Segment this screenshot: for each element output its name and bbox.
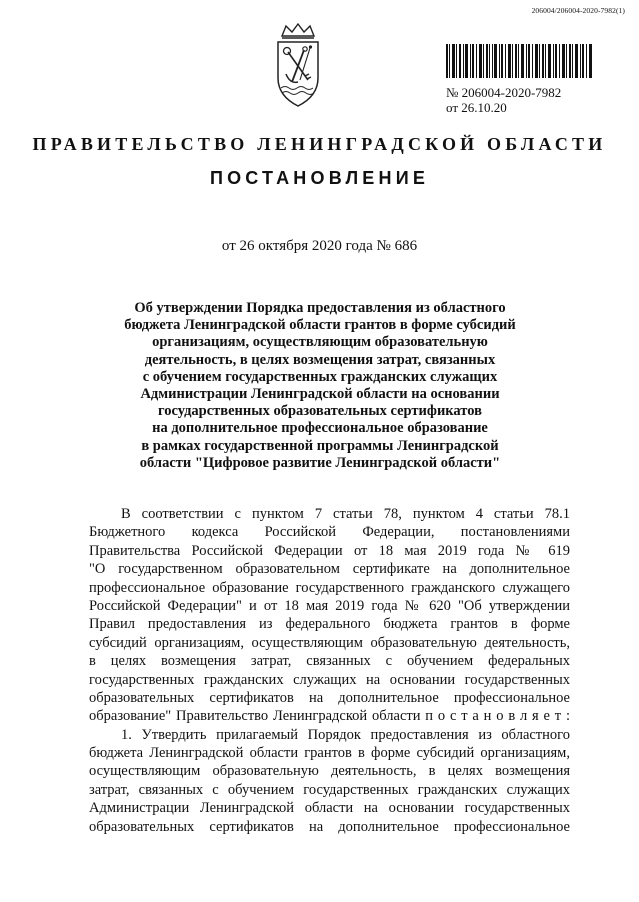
subject-line: Об утверждении Порядка предоставления из областного: [134, 300, 506, 316]
subject-line: бюджета Ленинградской области грантов в форме субсидий: [124, 317, 516, 334]
document-type: ПОСТАНОВЛЕНИЕ: [209, 168, 430, 188]
body-line: Российской Федерации" и от 18 мая 2019 года № 620 "Об утверждении: [89, 597, 570, 614]
subject-line: с обучением государственных гражданских служащих: [142, 368, 498, 385]
body-line: Бюджетного кодекса Российской Федерации, постановлениями: [89, 524, 570, 541]
body-line: государственных гражданских служащих на основании государственных: [89, 671, 570, 688]
body-line: образовательных сертификатов на дополнительное профессиональное: [89, 818, 570, 835]
government-title: ПРАВИТЕЛЬСТВО ЛЕНИНГРАДСКОЙ ОБЛАСТИ: [32, 134, 607, 154]
body-line: образование" Правительство Ленинградской области п о с т а н о в л я е т :: [89, 708, 570, 725]
document-subject: [110, 300, 530, 472]
subject-line: области "Цифровое развитие Ленинградской области": [139, 454, 501, 471]
body-line: Правительства Российской Федерации от 18 мая 2019 года № 619: [89, 542, 570, 559]
coat-of-arms-icon: [272, 22, 324, 110]
registration-block: [446, 44, 606, 115]
body-line: профессиональное образование государственного гражданского служащего: [89, 579, 570, 596]
body-line: Администрации Ленинградской области на основании государственных: [89, 800, 570, 817]
document-reference: 206004/206004-2020-7982(1): [531, 6, 625, 15]
body-line: в целях возмещения затрат, связанных с обучением федеральных: [89, 653, 570, 670]
registration-number: № 206004-2020-7982: [446, 85, 562, 100]
body-line: бюджета Ленинградской области грантов в форме субсидий организациям,: [89, 745, 570, 762]
subject-line: деятельность, в целях возмещения затрат, связанных: [144, 351, 496, 368]
document-date-number: от 26 октября 2020 года № 686: [221, 238, 418, 254]
body-line: Правил предоставления из федерального бюджета грантов в форме: [89, 616, 570, 633]
body-line: 1. Утвердить прилагаемый Порядок предоставления из областного: [121, 726, 570, 743]
subject-line: в рамках государственной программы Ленинградской: [141, 437, 499, 454]
document-body: [89, 505, 570, 836]
body-line: образовательных сертификатов на дополнительное профессиональное: [89, 689, 570, 706]
body-line: осуществляющим образовательную деятельность, в целях возмещения: [89, 763, 570, 780]
body-line: "О государственном образовательном сертификате на дополнительное: [89, 561, 570, 578]
subject-line: организациям, осуществляющим образовательную: [152, 334, 488, 351]
body-line: В соответствии с пунктом 7 статьи 78, пунктом 4 статьи 78.1: [121, 506, 570, 522]
body-line: затрат, связанных с обучением государственных гражданских служащих: [89, 781, 570, 798]
subject-line: на дополнительное профессиональное образование: [152, 420, 488, 437]
registration-date: от 26.10.20: [446, 100, 507, 115]
subject-line: Администрации Ленинградской области на основании: [140, 386, 500, 403]
subject-line: государственных образовательных сертификатов: [158, 403, 482, 420]
barcode-icon: [446, 44, 592, 78]
body-line: субсидий организациям, осуществляющим образовательную деятельность,: [89, 634, 570, 651]
